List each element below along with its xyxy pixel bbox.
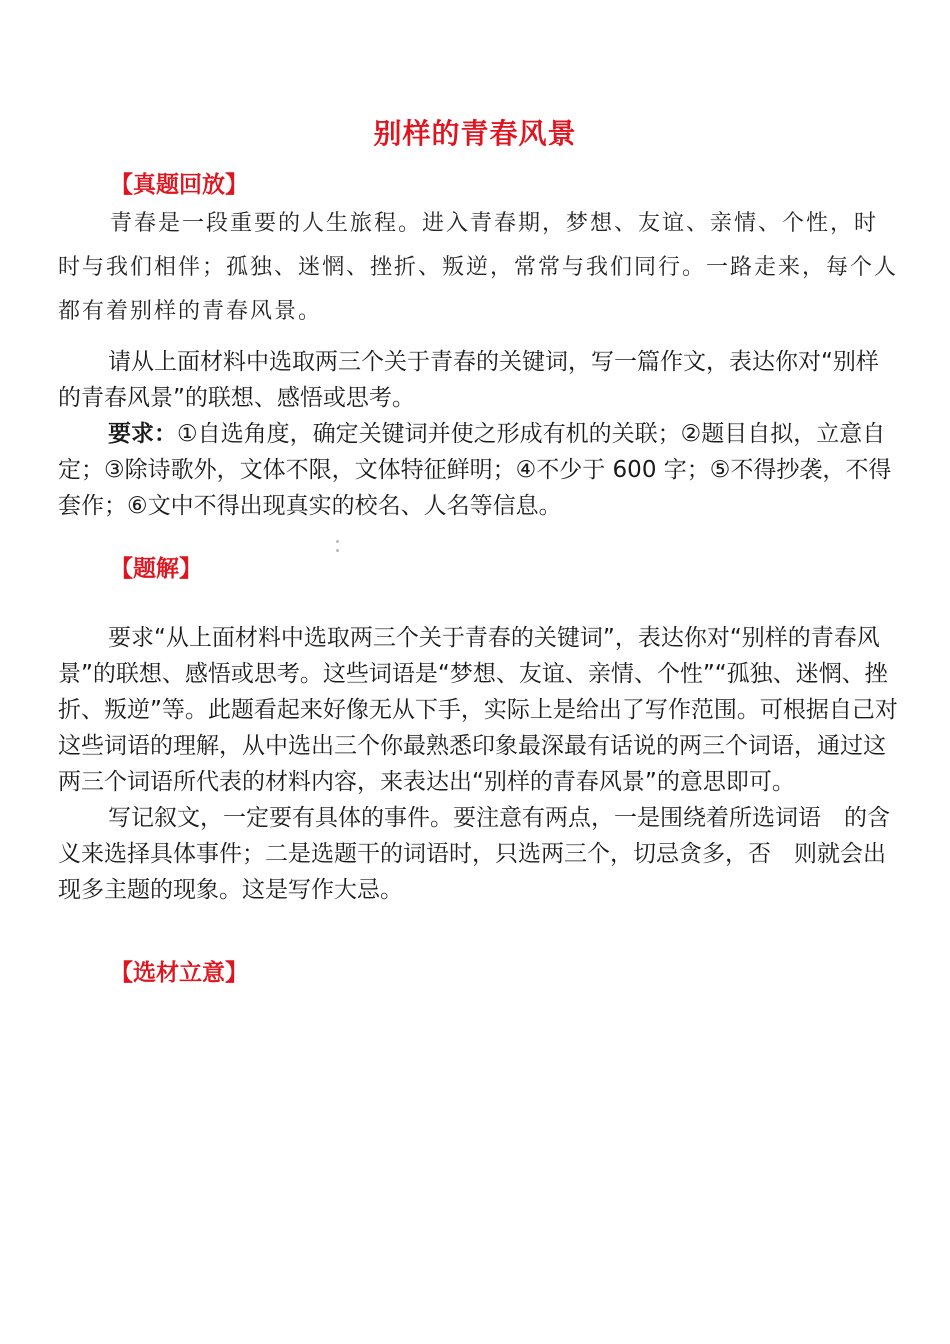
requirements-text: ①自选角度，确定关键词并使之形成有机的关联；②题目自拟，立意自定；③除诗歌外，文体不限，文体特征鲜明；④不少于 600 字；⑤不得抄袭，不得套作；⑥文中不得出现真实的校名、人名等信息。 bbox=[58, 421, 892, 519]
analysis-paragraph-2: 写记叙文，一定要有具体的事件。要注意有两点，一是围绕着所选词语 的含义来选择具体事件；二是选题干的词语时，只选两三个，切忌贪多，否 则就会出现多主题的现象。这是写作大忌。 bbox=[58, 805, 890, 903]
decorative-dots bbox=[336, 540, 340, 562]
analysis-paragraph-1: 要求“从上面材料中选取两三个关于青春的关键词”，表达你对“别样的青春风景”的联想、感悟或思考。这些词语是“梦想、友谊、亲情、个性”“孤独、迷惘、挫折、叛逆”等。此题看起来好像无从下手，实际上是给出了写作范围。可根据自己对这些词语的理解，从中选出三个你最熟悉印象最深最有话说的两三个词语，通过这两三个词语所代表的材料内容，来表达出“别样的青春风景”的意思即可。 bbox=[58, 625, 898, 795]
requirements-label: 要求： bbox=[108, 421, 177, 447]
section-heading-material: 【选材立意】 bbox=[110, 960, 248, 986]
prompt-block bbox=[58, 344, 898, 524]
prompt-paragraph: 请从上面材料中选取两三个关于青春的关键词，写一篇作文，表达你对“别样的青春风景”的联想、感悟或思考。 bbox=[58, 349, 879, 411]
section-heading-question: 【真题回放】 bbox=[110, 172, 248, 198]
material-paragraph: 青春是一段重要的人生旅程。进入青春期，梦想、友谊、亲情、个性，时时与我们相伴；孤独、迷惘、挫折、叛逆，常常与我们同行。一路走来，每个人都有着别样的青春风景。 bbox=[58, 211, 899, 324]
section-heading-analysis: 【题解】 bbox=[110, 556, 202, 582]
analysis-block bbox=[58, 620, 898, 908]
page-title: 别样的青春风景 bbox=[373, 117, 577, 150]
material-block bbox=[58, 202, 898, 334]
requirements-paragraph bbox=[58, 416, 898, 524]
